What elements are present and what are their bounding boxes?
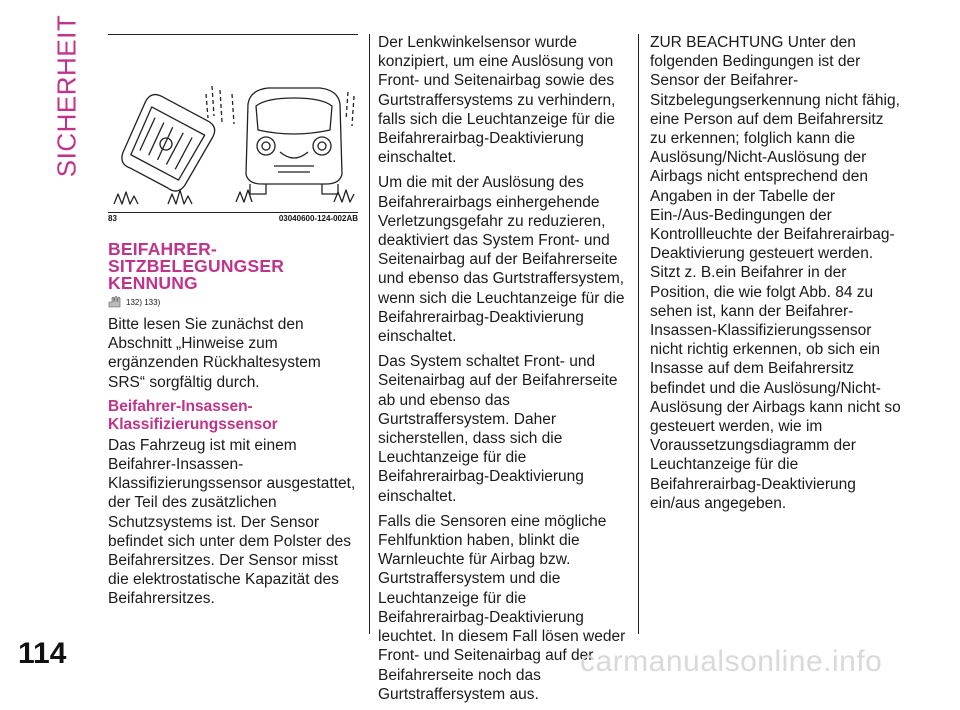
motion-marks-left bbox=[206, 86, 222, 122]
section-heading: BEIFAHRER- SITZBELEGUNGSER KENNUNG bbox=[108, 239, 285, 293]
figure-code: 03040600-124-002AB bbox=[278, 214, 358, 223]
note-paragraph: ZUR BEACHTUNG Unter den folgenden Bedingungen ist der Sensor der Beifahrer-Sitzbelegungserkennung nicht fähig, eine Person auf dem Beifahrersitz zu erkennen; folglich kann die Auslösung/Nicht-Auslösung der Airbags nicht entsprechend den Angaben in der Tabelle der Ein-/Aus-Bedingungen der Kontrollleuchte der Beifahrerairbag-Deaktivierung gesteuert werden. Sitzt z. B.ein Beifahrer in der Position, die wie folgt Abb. 84 zu sehen ist, kann der Beifahrer-Insassen-Klassifizierungssensor nicht richtig erkennen, ob sich ein Insasse auf dem Beifahrersitz befindet und die Auslösung/Nicht-Auslösung der Airbags kann nicht so gesteuert werden, wie im Voraussetzungsdiagramm der Leuchtanzeige für die Beifahrerairbag-Deaktivierung ein/aus angegeben. bbox=[650, 34, 901, 512]
column-2-text bbox=[378, 33, 632, 710]
subheading: Beifahrer-Insassen-Klassifizierungssensor bbox=[108, 397, 278, 433]
front-car-illustration bbox=[246, 88, 342, 194]
warning-hand-icon bbox=[108, 296, 122, 308]
figure-bottom-rule bbox=[108, 212, 358, 213]
column-3-text bbox=[650, 33, 902, 519]
section-label: SICHERHEIT bbox=[51, 14, 82, 178]
tilted-car-illustration bbox=[114, 91, 218, 196]
figure-car-rollover-illustration bbox=[108, 34, 358, 212]
column-1-text bbox=[108, 315, 360, 615]
paragraph: Um die mit der Auslösung des Beifahrerairbags einhergehende Verletzungsgefahr zu reduzieren, deaktiviert das System Front- und Seitenairbag auf der Beifahrerseite und ebenso das Gurtstraffersystem, wenn sich die Leuchtanzeige für die Beifahrerairbag-Deaktivierung einschaltet. bbox=[378, 174, 625, 346]
figure-number: 83 bbox=[108, 214, 117, 223]
warning-references: 132) 133) bbox=[108, 295, 160, 309]
watermark: carmanualsonline.info bbox=[580, 645, 883, 678]
figure-caption bbox=[108, 214, 358, 223]
paragraph: Das System schaltet Front- und Seitenairbag auf der Beifahrerseite ab und ebenso das Gurtstraffersystem. Daher sicherstellen, dass sich die Leuchtanzeige für die Beifahrerairbag-Deaktivierung einschaltet. bbox=[378, 353, 618, 505]
ground-grass-left bbox=[114, 190, 192, 204]
page-number: 114 bbox=[18, 637, 67, 670]
paragraph: Falls die Sensoren eine mögliche Fehlfunktion haben, blinkt die Warnleuchte für Airbag bzw. Gurtstraffersystem und die Leuchtanzeige für die Beifahrerairbag-Deaktivierung leuchtet. In diesem Fall lösen weder Front- und Seitenairbag auf der Beifahrerseite noch das Gurtstraffersystem aus. bbox=[378, 512, 626, 703]
paragraph: Der Lenkwinkelsensor wurde konzipiert, um eine Auslösung von Front- und Seitenairbag sowie des Gurtstraffersystems zu verhindern, falls sich die Leuchtanzeige für die Beifahrerairbag-Deaktivierung einschaltet. bbox=[378, 34, 616, 167]
ground-grass-right bbox=[236, 190, 354, 202]
column-divider-1 bbox=[369, 34, 370, 634]
sensor-paragraph: Das Fahrzeug ist mit einem Beifahrer-Insassen-Klassifizierungssensor ausgestattet, der Teil des zusätzlichen Schutzsystems ist. Der Sensor befindet sich unter dem Polster des Beifahrersitzes. Der Sensor misst die elektrostatische Kapazität des Beifahrersitzes. bbox=[108, 436, 356, 608]
intro-paragraph: Bitte lesen Sie zunächst den Abschnitt „Hinweise zum ergänzenden Rückhaltesystem SRS“ sorgfältig durch. bbox=[108, 316, 321, 391]
column-divider-2 bbox=[638, 34, 639, 634]
